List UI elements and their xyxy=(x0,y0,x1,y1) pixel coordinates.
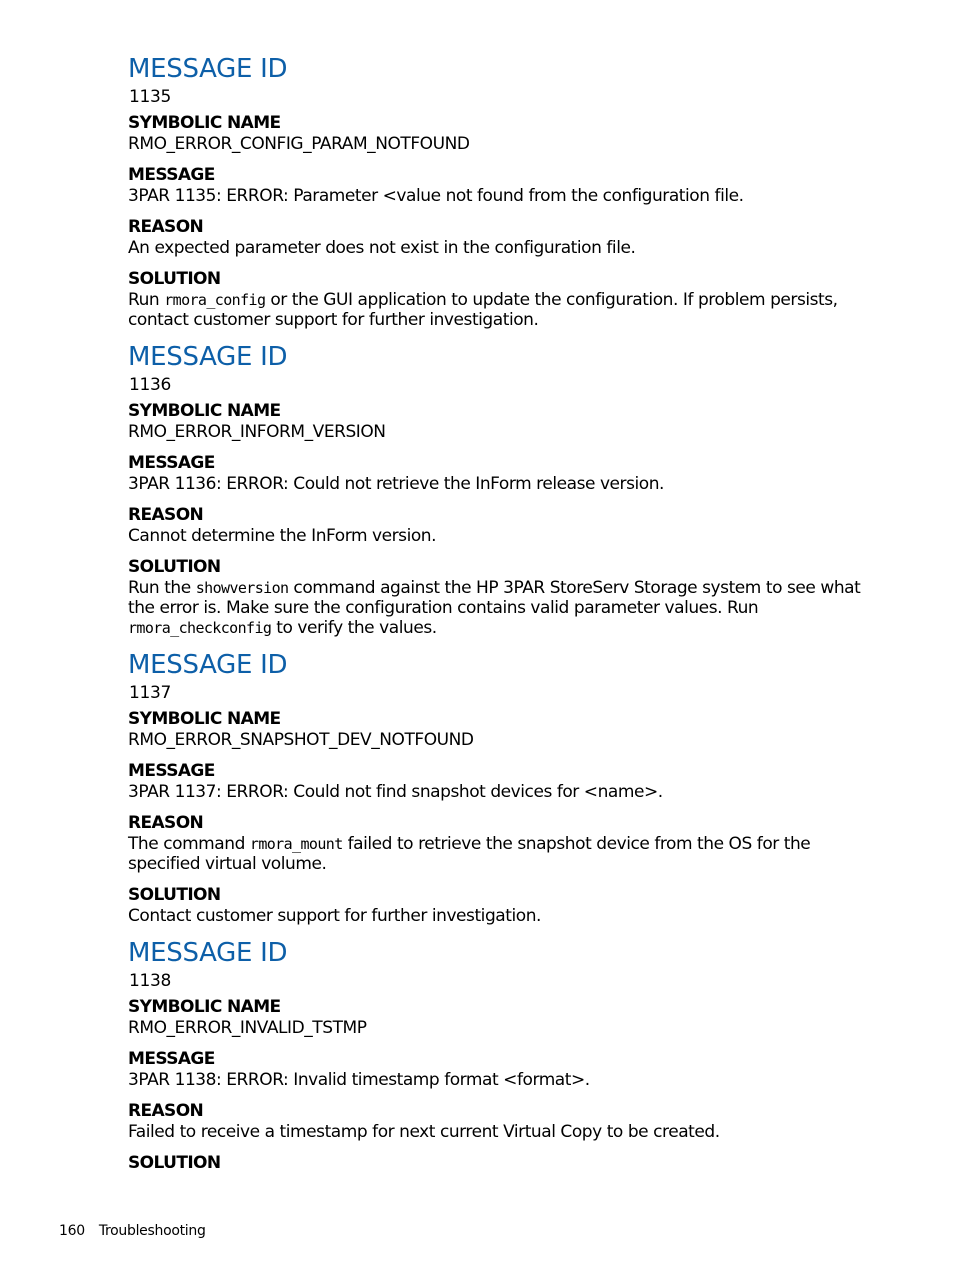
reason-label: REASON xyxy=(128,217,204,237)
solution-text-part: or the GUI application to update the configuration. If problem persists, contact customer support for further investigation. xyxy=(128,290,838,330)
message-id-heading: MESSAGE ID xyxy=(128,650,288,680)
command-code: showversion xyxy=(195,579,289,597)
reason-text: Failed to receive a timestamp for next current Virtual Copy to be created. xyxy=(128,1122,720,1142)
reason-text: An expected parameter does not exist in the configuration file. xyxy=(128,238,636,258)
message-text: 3PAR 1136: ERROR: Could not retrieve the InForm release version. xyxy=(128,474,665,494)
message-id-value: 1135 xyxy=(129,87,172,107)
solution-text xyxy=(128,290,873,330)
symbolic-name-label: SYMBOLIC NAME xyxy=(128,709,281,729)
message-entry-1136 xyxy=(128,340,873,638)
symbolic-name-value: RMO_ERROR_CONFIG_PARAM_NOTFOUND xyxy=(128,134,470,154)
solution-text-part: Run xyxy=(128,290,165,310)
message-text: 3PAR 1138: ERROR: Invalid timestamp format <format>. xyxy=(128,1070,590,1090)
message-entry-1137 xyxy=(128,648,873,926)
solution-label: SOLUTION xyxy=(128,885,221,905)
reason-text-part: failed to retrieve the snapshot device from the OS for the specified virtual volume. xyxy=(128,834,811,874)
reason-label: REASON xyxy=(128,1101,204,1121)
symbolic-name-label: SYMBOLIC NAME xyxy=(128,113,281,133)
message-entry-1135 xyxy=(128,52,873,330)
symbolic-name-value: RMO_ERROR_INFORM_VERSION xyxy=(128,422,386,442)
message-entry-1138 xyxy=(128,936,873,1174)
page-footer xyxy=(59,1222,206,1240)
chapter-title: Troubleshooting xyxy=(98,1223,206,1239)
symbolic-name-value: RMO_ERROR_SNAPSHOT_DEV_NOTFOUND xyxy=(128,730,474,750)
message-text: 3PAR 1137: ERROR: Could not find snapshot devices for <name>. xyxy=(128,782,663,802)
message-id-heading: MESSAGE ID xyxy=(128,342,288,372)
message-id-value: 1136 xyxy=(129,375,172,395)
message-id-value: 1138 xyxy=(129,971,172,991)
message-label: MESSAGE xyxy=(128,453,215,473)
solution-text xyxy=(128,578,873,638)
message-id-value: 1137 xyxy=(129,683,172,703)
solution-text-part: command against the HP 3PAR StoreServ Storage system to see what the error is. Make sure the configuration contains valid parameter values. Run xyxy=(128,578,861,618)
reason-label: REASON xyxy=(128,813,204,833)
solution-label: SOLUTION xyxy=(128,1153,221,1173)
solution-text: Contact customer support for further investigation. xyxy=(128,906,541,926)
page-number: 160 xyxy=(59,1223,85,1239)
solution-text-part: to verify the values. xyxy=(271,618,437,638)
page-content xyxy=(128,52,873,1184)
reason-label: REASON xyxy=(128,505,204,525)
reason-text xyxy=(128,834,873,874)
message-label: MESSAGE xyxy=(128,1049,215,1069)
symbolic-name-label: SYMBOLIC NAME xyxy=(128,997,281,1017)
solution-text-part: Run the xyxy=(128,578,196,598)
message-label: MESSAGE xyxy=(128,761,215,781)
reason-text-part: The command xyxy=(128,834,250,854)
symbolic-name-label: SYMBOLIC NAME xyxy=(128,401,281,421)
solution-label: SOLUTION xyxy=(128,557,221,577)
command-code: rmora_config xyxy=(164,291,266,309)
message-text: 3PAR 1135: ERROR: Parameter <value not found from the configuration file. xyxy=(128,186,744,206)
command-code: rmora_checkconfig xyxy=(128,619,272,637)
message-id-heading: MESSAGE ID xyxy=(128,54,288,84)
message-id-heading: MESSAGE ID xyxy=(128,938,288,968)
symbolic-name-value: RMO_ERROR_INVALID_TSTMP xyxy=(128,1018,367,1038)
command-code: rmora_mount xyxy=(249,835,343,853)
message-label: MESSAGE xyxy=(128,165,215,185)
reason-text: Cannot determine the InForm version. xyxy=(128,526,437,546)
solution-label: SOLUTION xyxy=(128,269,221,289)
